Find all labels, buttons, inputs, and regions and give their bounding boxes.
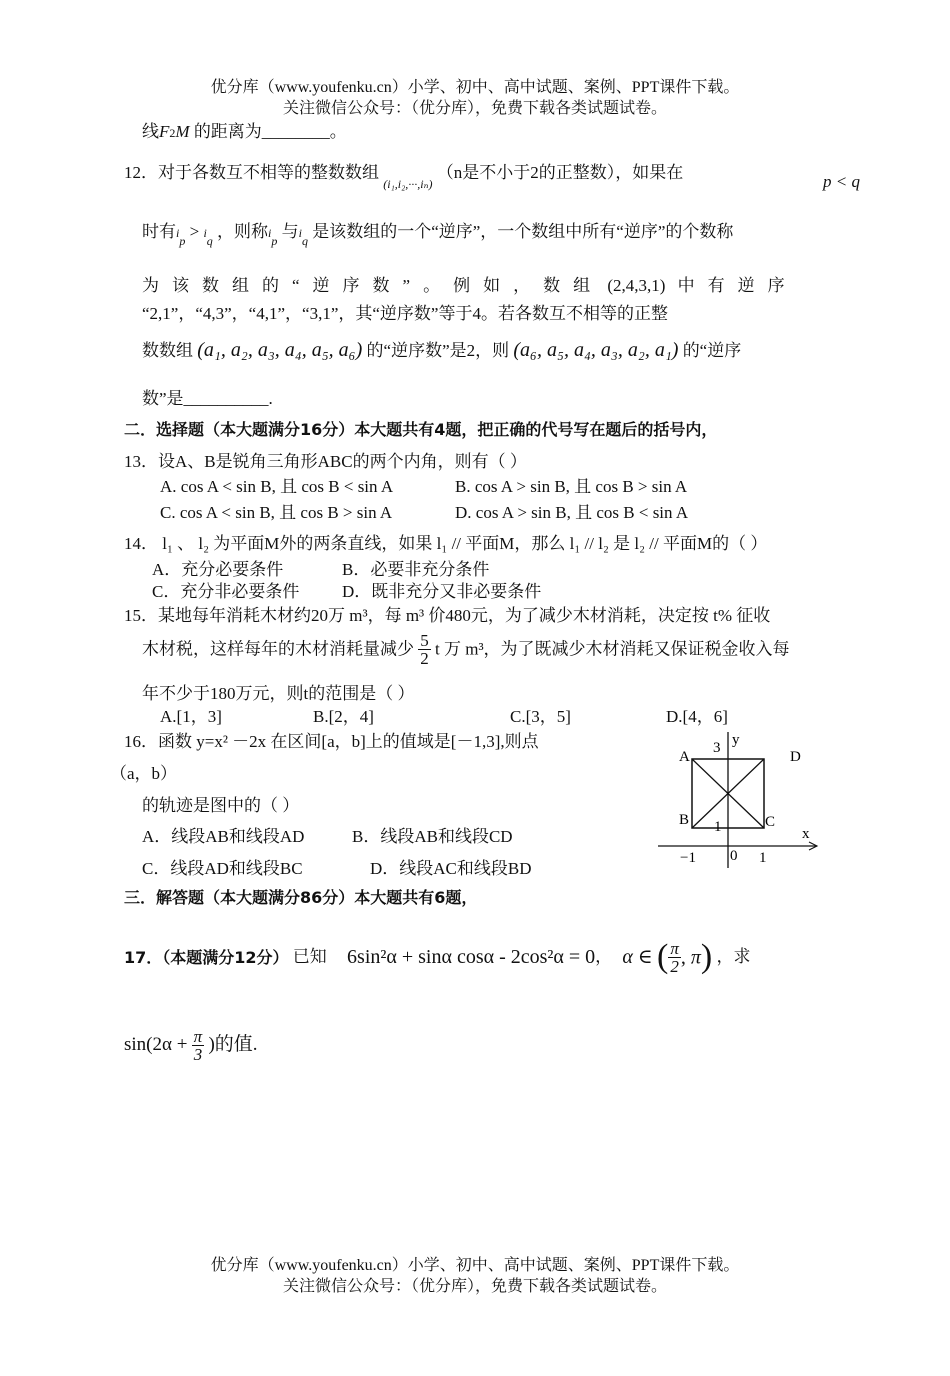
q14-stem: 14． l₁ 、 l₂ 为平面M外的两条直线，如果 l₁ // 平面M，那么 l₁ // l₂ 是 l₂ // 平面M的（ ）	[124, 534, 768, 553]
q12-line-3: 为该数组的“逆序数”。例如，数组 (2,4,3,1) 中有逆序	[142, 276, 798, 295]
q14-option-a: A．充分必要条件	[152, 560, 284, 579]
footer-line-1: 优分库（www.youfenku.cn）小学、初中、高中试题、案例、PPT课件下载。	[210, 1257, 740, 1274]
q13-stem: 13．设A、B是锐角三角形ABC的两个内角，则有（ ）	[124, 452, 527, 471]
label-b: B	[679, 812, 690, 828]
q15-line-2: 木材税，这样每年的木材消耗量减少 $\frac{5}{2}$ t 万 m³，为了既减少木材消耗又保证税金收入每	[142, 631, 790, 668]
q16-option-d: D．线段AC和线段BD	[370, 859, 532, 878]
q17-line-1: 17．（本题满分12分） 已知 6sin²α + sinα cosα - 2cos²α = 0， α ∈ ( $\frac{\pi}{2}$ , π) ，求	[124, 938, 751, 976]
q15-line-3: 年不少于180万元，则t的范围是（ ）	[142, 684, 415, 703]
section-3-title: 三．解答题（本大题满分86分）本大题共有6题，	[124, 888, 478, 907]
q17-pi-third: $\frac{\pi}{3}$	[193, 1027, 203, 1064]
q16-option-c: C．线段AD和线段BC	[142, 859, 303, 878]
label-c: C	[765, 814, 776, 830]
tick-1: 1	[714, 819, 722, 835]
q12-condition: p < q	[823, 172, 860, 191]
label-y: y	[732, 732, 740, 748]
tick-0: 0	[730, 848, 738, 864]
q11-tail: 线F2M 的距离为________。	[142, 122, 347, 141]
q15-option-b: B.[2，4]	[313, 707, 374, 726]
q16-option-a: A．线段AB和线段AD	[142, 827, 305, 846]
q16-option-b: B．线段AB和线段CD	[352, 827, 513, 846]
tick-x1: 1	[759, 850, 767, 866]
tick-3: 3	[713, 740, 721, 756]
q12-line-4: “2,1”，“4,3”，“4,1”，“3,1”，其“逆序数”等于4。若各数互不相等的正整	[142, 304, 668, 323]
q13-option-c: C. cos A < sin B, 且 cos B > sin A	[160, 503, 393, 522]
q15-fraction: $\frac{5}{2}$	[420, 631, 429, 668]
q12-line-5: 数数组 (a₁, a₂, a₃, a₄, a₅, a₆) 的“逆序数”是2，则 (a₆, a₅, a₄, a₃, a₂, a₁) 的“逆序	[142, 339, 742, 361]
q16-figure	[655, 728, 825, 870]
header-line-1: 优分库（www.youfenku.cn）小学、初中、高中试题、案例、PPT课件下载。	[210, 79, 740, 96]
q15-option-a: A.[1，3]	[160, 707, 222, 726]
q17-line-2: sin(2α + $\frac{\pi}{3}$ )的值.	[124, 1027, 258, 1064]
section-2-title: 二．选择题（本大题满分16分）本大题共有4题，把正确的代号写在题后的括号内，	[124, 420, 718, 439]
q14-option-d: D．既非充分又非必要条件	[342, 582, 542, 601]
q12-line-2: 时有$i_p > i_q$ ，则称$i_p$ 与$i_q$ 是该数组的一个“逆序”，一个数组中所有“逆序”的个数称	[142, 222, 734, 248]
q13-option-a: A. cos A < sin B, 且 cos B < sin A	[160, 477, 394, 496]
q13-option-d: D. cos A > sin B, 且 cos B < sin A	[455, 503, 689, 522]
q13-option-b: B. cos A > sin B, 且 cos B > sin A	[455, 477, 688, 496]
q15-option-c: C.[3，5]	[510, 707, 571, 726]
label-d: D	[790, 749, 801, 765]
footer-line-2: 关注微信公众号：（优分库），免费下载各类试题试卷。	[282, 1278, 667, 1295]
q12-line-1: 12．对于各数互不相等的整数数组 $_{(i_1,i_2,\cdot\cdot\cdot,i_n)}$ （n是不小于2的正整数），如果在	[124, 163, 684, 191]
q17-pi-half: $\frac{\pi}{2}$	[670, 938, 679, 976]
q14-option-c: C．充分非必要条件	[152, 582, 300, 601]
q14-option-b: B．必要非充分条件	[342, 560, 490, 579]
q16-line-2: （a，b）	[110, 764, 178, 783]
q12-line-6: 数”是__________.	[142, 389, 273, 408]
tick-neg1: −1	[680, 850, 696, 866]
q16-line-3: 的轨迹是图中的（ ）	[142, 796, 300, 815]
q15-line-1: 15．某地每年消耗木材约20万 m³，每 m³ 价480元，为了减少木材消耗，决定按 t% 征收	[124, 606, 771, 625]
header-line-2: 关注微信公众号：（优分库），免费下载各类试题试卷。	[282, 100, 667, 117]
label-a: A	[679, 749, 690, 765]
label-x: x	[802, 826, 810, 842]
q15-option-d: D.[4，6]	[666, 707, 728, 726]
q16-line-1: 16．函数 y=x² －2x 在区间[a，b]上的值域是[－1,3],则点	[124, 732, 539, 751]
